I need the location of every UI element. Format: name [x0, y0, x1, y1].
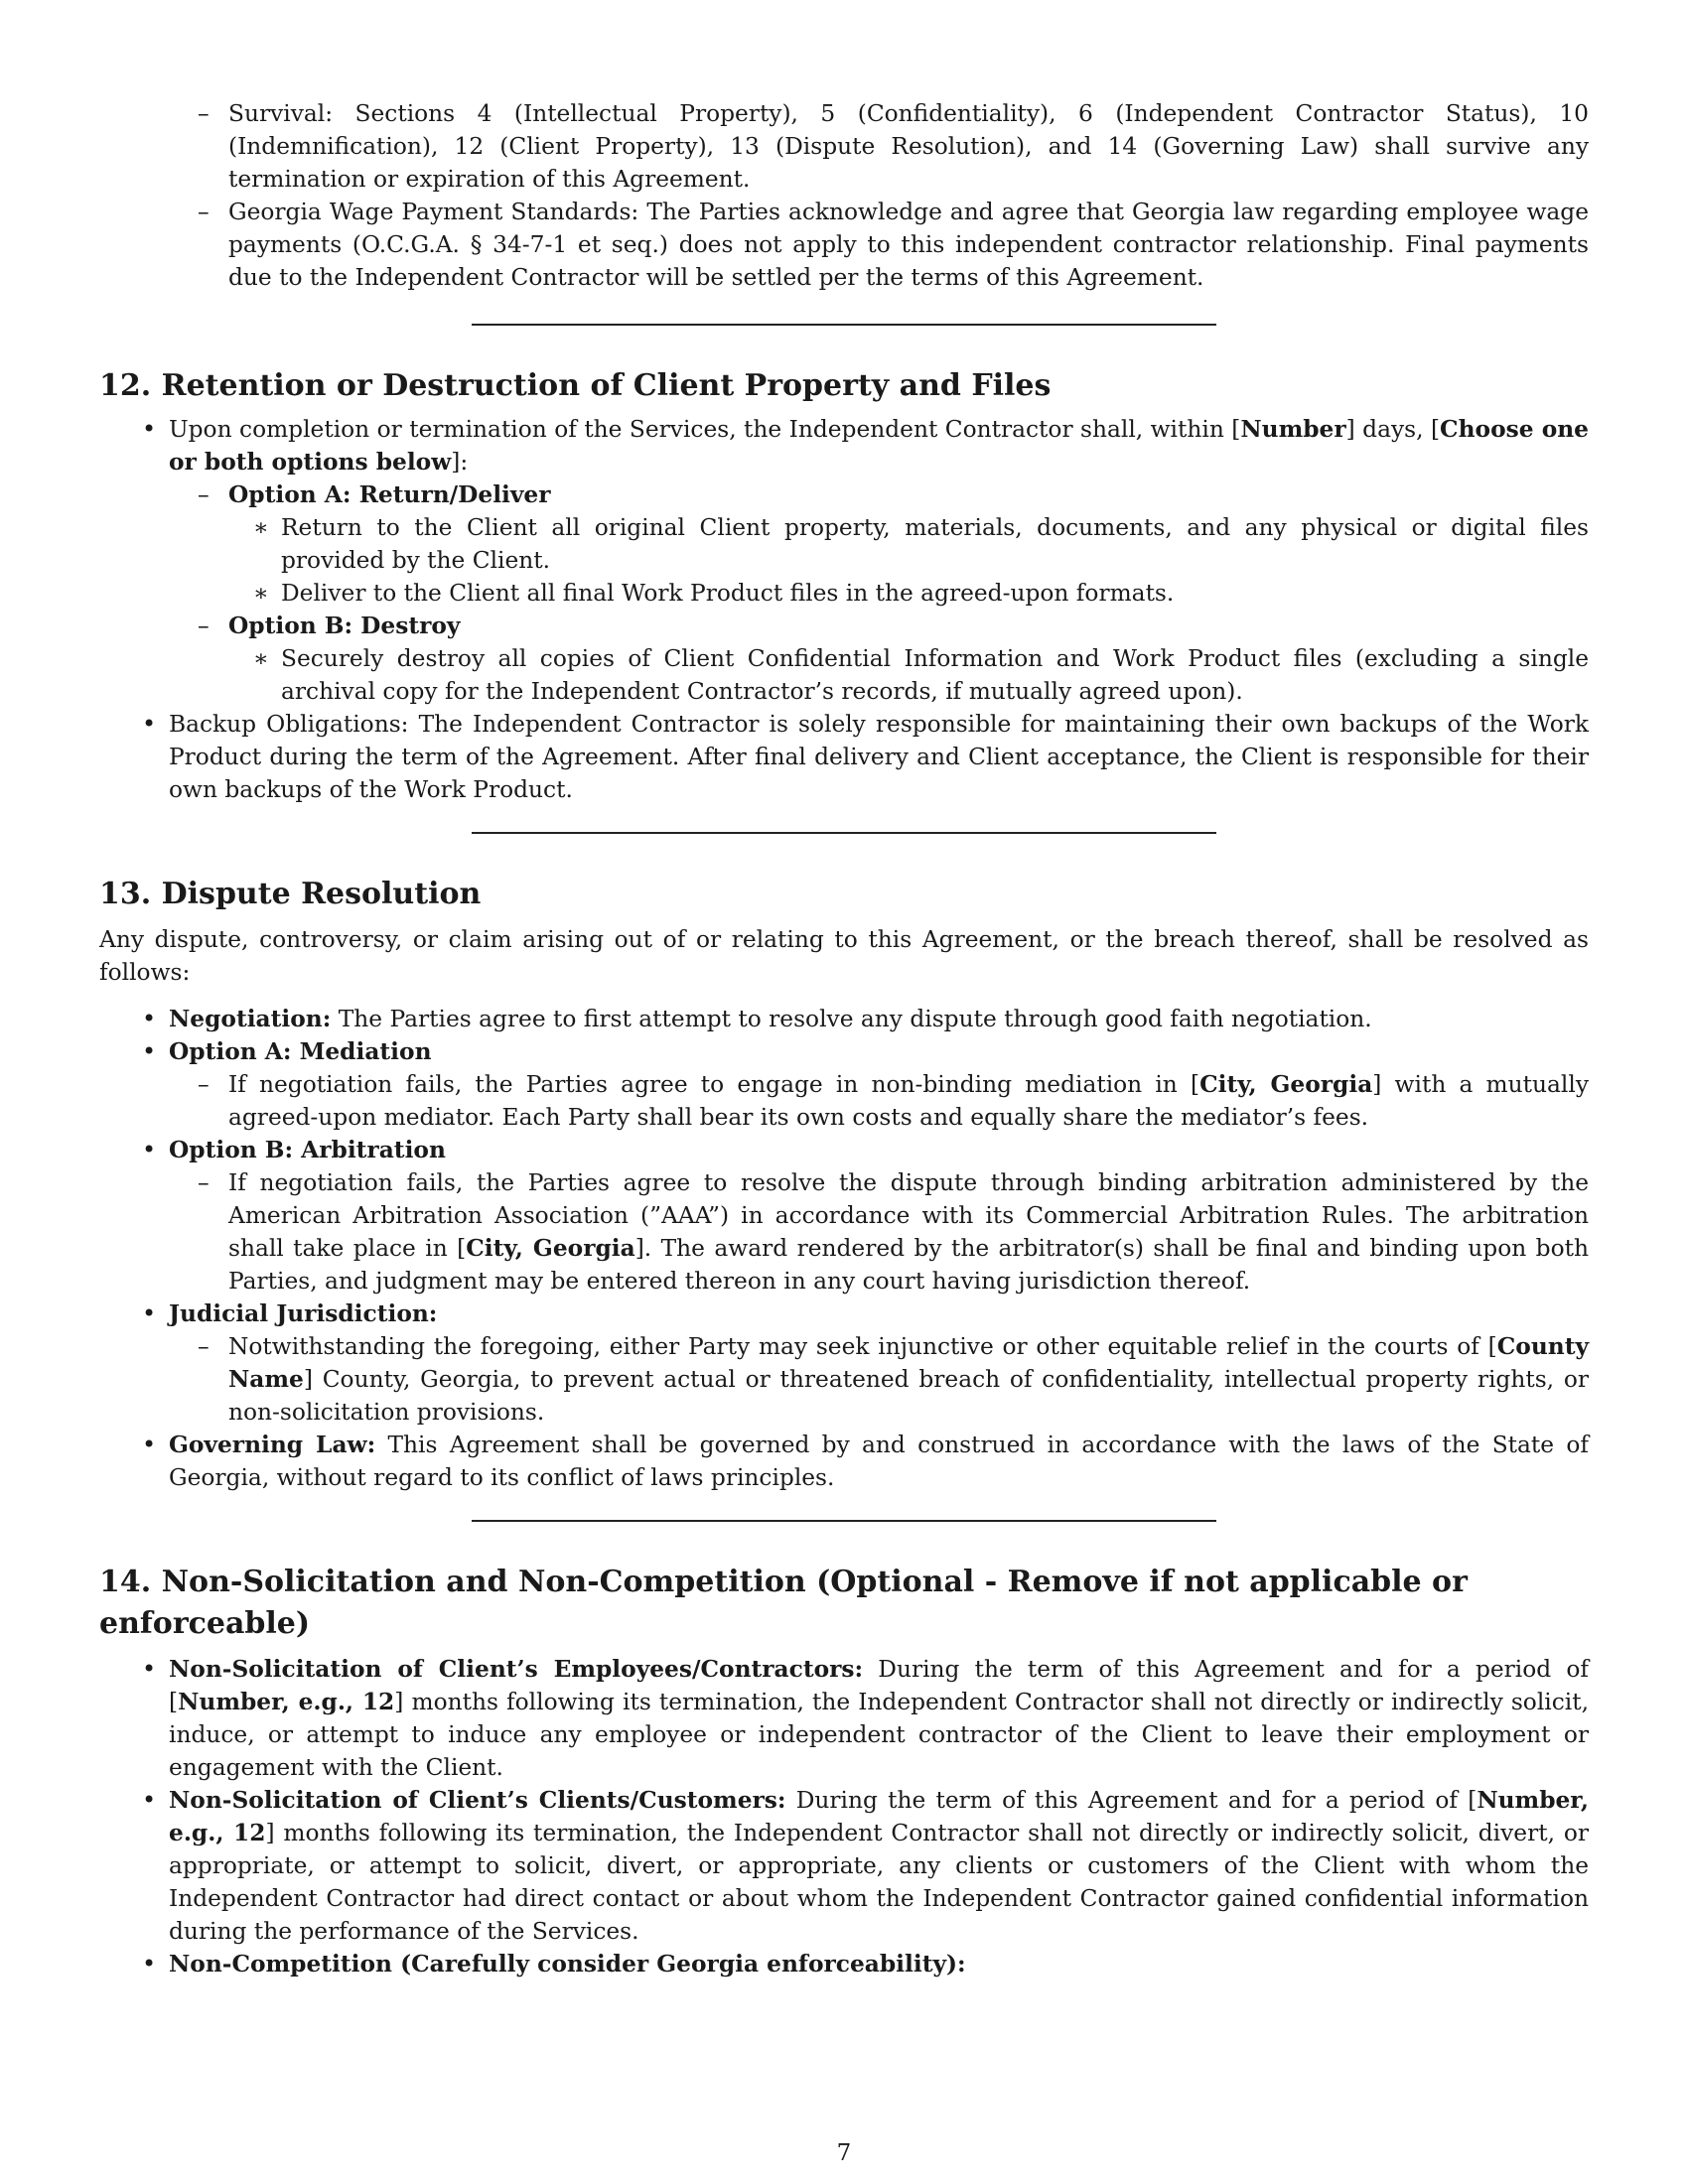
- option-a-label: – Option A: Return/Deliver: [228, 478, 1589, 511]
- non-solicitation-customers-item: • Non-Solicitation of Client’s Clients/Customers: During the term of this Agreement and for a period of [Number, e.g., 12] months following its termination, the Independent Contractor shall not directly or indirectly solicit, divert, or appropriate, or attempt to solicit, divert, or appropriate, any clients or customers of the Client with whom the Independent Contractor had direct contact or about whom the Independent Contractor gained confidential information during the performance of the Services.: [169, 1784, 1589, 1948]
- option-a-item: ∗ Return to the Client all original Client property, materials, documents, and any physical or digital files provided by the Client.: [281, 511, 1589, 577]
- section-11-list: [99, 97, 1589, 294]
- section-13-list: [99, 1003, 1589, 1494]
- option-a-item: ∗ Deliver to the Client all final Work Product files in the agreed-upon formats.: [281, 577, 1589, 610]
- mediation-item: – If negotiation fails, the Parties agree to engage in non-binding mediation in [City, Georgia] with a mutually agreed-upon mediator. Each Party shall bear its own costs and equally share the mediator’s fees.: [228, 1068, 1589, 1134]
- section-14-heading: 14. Non-Solicitation and Non-Competition (Optional - Remove if not applicable or enforceable): [99, 1565, 1468, 1641]
- option-b-label: – Option B: Destroy: [228, 610, 1589, 642]
- arbitration-item: – If negotiation fails, the Parties agree to resolve the dispute through binding arbitration administered by the American Arbitration Association (”AAA”) in accordance with its Commercial Arbitration Rules. The arbitration shall take place in [City, Georgia]. The award rendered by the arbitrator(s) shall be final and binding upon both Parties, and judgment may be entered thereon in any court having jurisdiction thereof.: [228, 1166, 1589, 1297]
- section-14-list: [99, 1653, 1589, 1980]
- option-b-item: ∗ Securely destroy all copies of Client Confidential Information and Work Product files (excluding a single archival copy for the Independent Contractor’s records, if mutually agreed upon).: [281, 642, 1589, 708]
- arbitration-label: • Option B: Arbitration: [169, 1134, 1589, 1166]
- governing-law-item: • Governing Law: This Agreement shall be governed by and construed in accordance with the laws of the State of Georgia, without regard to its conflict of laws principles.: [169, 1429, 1589, 1494]
- non-competition-item: • Non-Competition (Carefully consider Georgia enforceability):: [169, 1948, 1589, 1980]
- georgia-wage-item: – Georgia Wage Payment Standards: The Parties acknowledge and agree that Georgia law regarding employee wage payments (O.C.G.A. § 34-7-1 et seq.) does not apply to this independent contractor relationship. Final payments due to the Independent Contractor will be settled per the terms of this Agreement.: [228, 196, 1589, 294]
- section-divider: [472, 324, 1216, 326]
- section-12-intro: • Upon completion or termination of the Services, the Independent Contractor shall, within [Number] days, [Choose one or both options below]:: [169, 413, 1589, 478]
- judicial-label: • Judicial Jurisdiction:: [169, 1297, 1589, 1330]
- section-divider: [472, 832, 1216, 834]
- backup-obligations-item: • Backup Obligations: The Independent Contractor is solely responsible for maintaining their own backups of the Work Product during the term of the Agreement. After final delivery and Client acceptance, the Client is responsible for their own backups of the Work Product.: [169, 708, 1589, 806]
- non-solicitation-employees-item: • Non-Solicitation of Client’s Employees/Contractors: During the term of this Agreement and for a period of [Number, e.g., 12] months following its termination, the Independent Contractor shall not directly or indirectly solicit, induce, or attempt to induce any employee or independent contractor of the Client to leave their employment or engagement with the Client.: [169, 1653, 1589, 1784]
- negotiation-item: • Negotiation: The Parties agree to first attempt to resolve any dispute through good faith negotiation.: [169, 1003, 1589, 1035]
- section-13-intro: Any dispute, controversy, or claim arising out of or relating to this Agreement, or the breach thereof, shall be resolved as follows:: [99, 926, 1589, 986]
- mediation-label: • Option A: Mediation: [169, 1035, 1589, 1068]
- judicial-item: – Notwithstanding the foregoing, either Party may seek injunctive or other equitable relief in the courts of [County Name] County, Georgia, to prevent actual or threatened breach of confidentiality, intellectual property rights, or non-solicitation provisions.: [228, 1330, 1589, 1429]
- document-page: [99, 97, 1589, 1980]
- section-12-heading: 12. Retention or Destruction of Client Property and Files: [99, 368, 1052, 403]
- section-13-heading: 13. Dispute Resolution: [99, 877, 482, 911]
- survival-item: – Survival: Sections 4 (Intellectual Property), 5 (Confidentiality), 6 (Independent Contractor Status), 10 (Indemnification), 12 (Client Property), 13 (Dispute Resolution), and 14 (Governing Law) shall survive any termination or expiration of this Agreement.: [228, 97, 1589, 196]
- section-divider: [472, 1520, 1216, 1522]
- page-number: 7: [836, 2140, 852, 2166]
- section-12-list: [99, 413, 1589, 806]
